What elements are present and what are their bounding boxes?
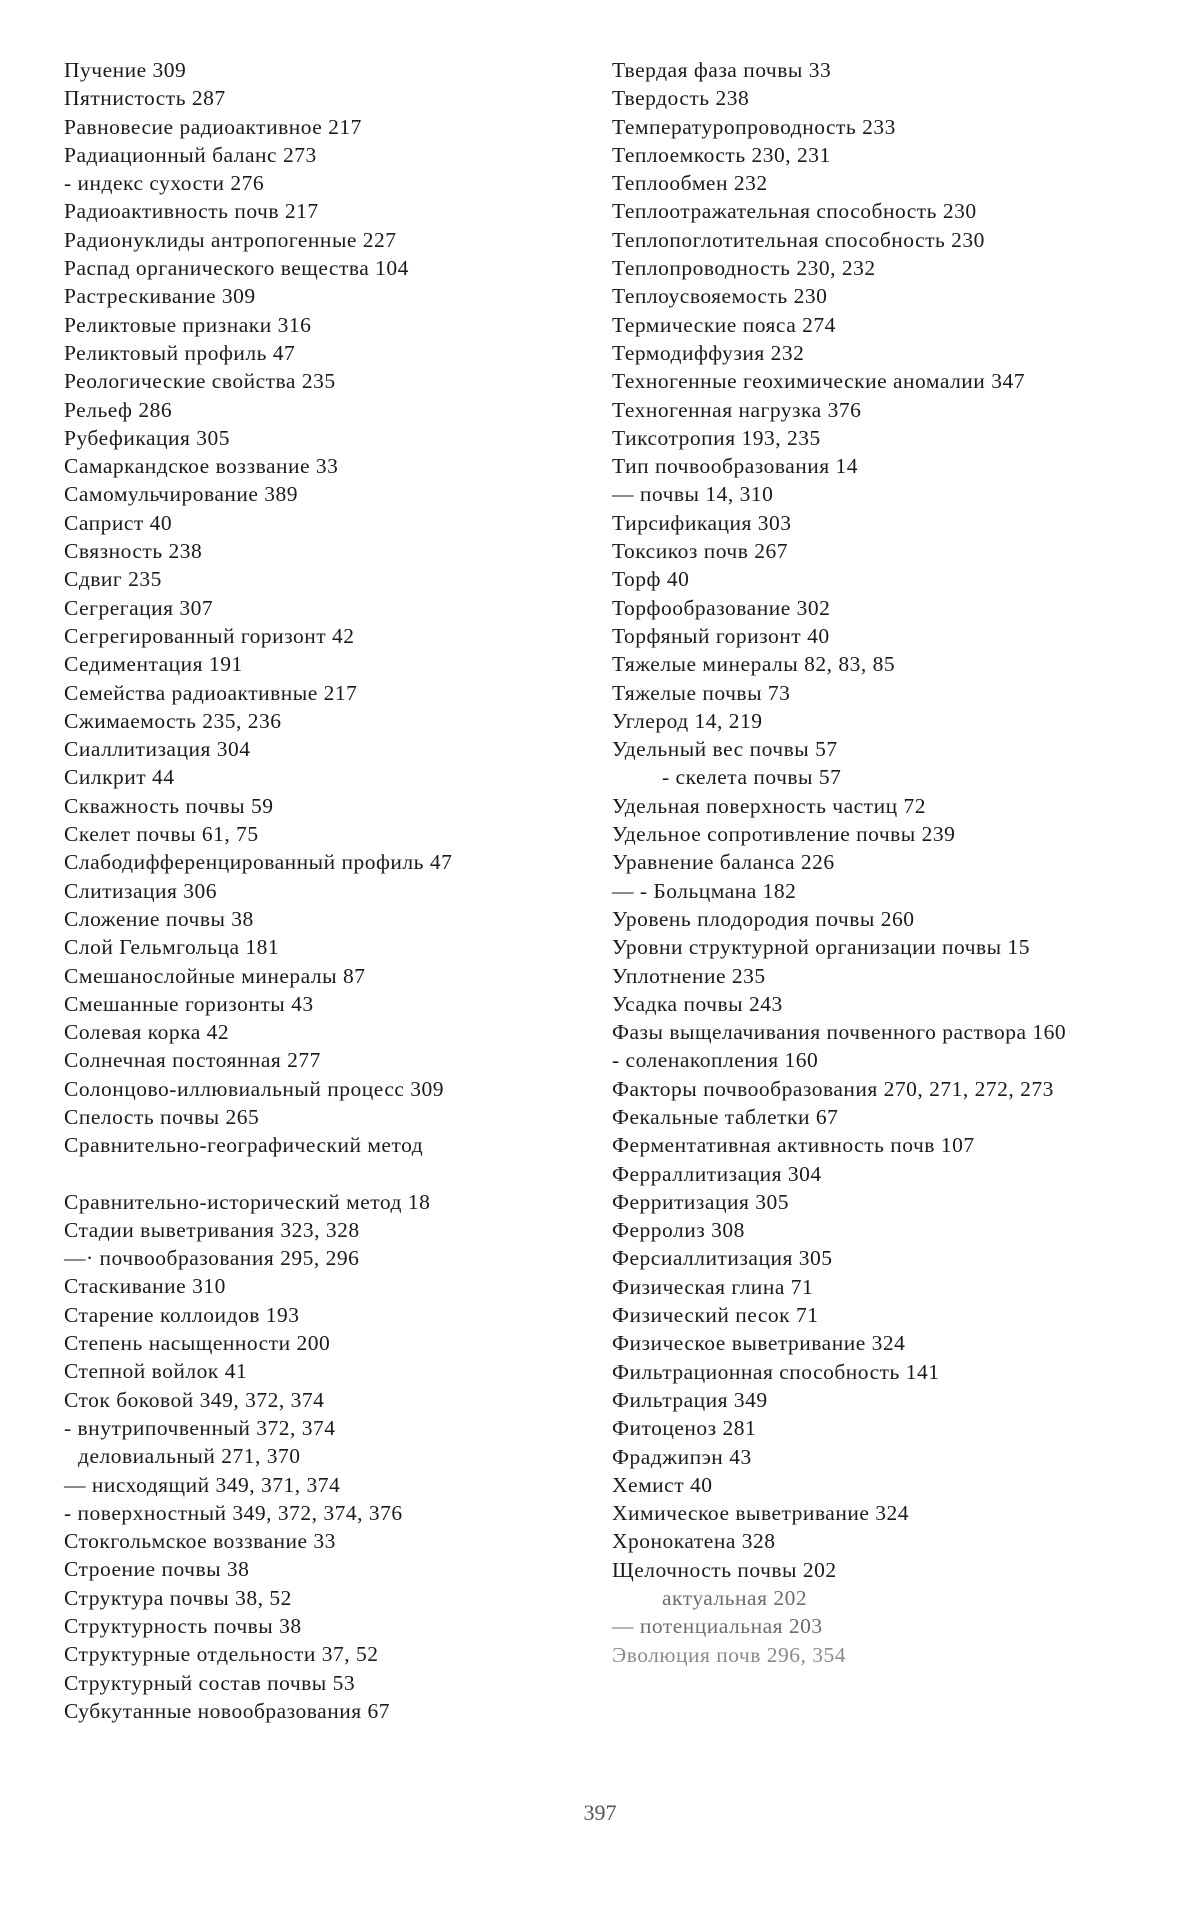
index-entry: Фитоценоз 281 — [612, 1416, 757, 1441]
index-entry: Солонцово-иллювиальный процесс 309 — [64, 1076, 445, 1101]
index-entry: Рельеф 286 — [64, 397, 173, 422]
index-entry: Ферритизация 305 — [612, 1189, 789, 1214]
index-entry: Ферраллитизация 304 — [612, 1161, 822, 1186]
index-entry: Ферментативная активность почв 107 — [612, 1133, 975, 1158]
index-entry: Термические пояса 274 — [612, 312, 836, 337]
index-entry: Теплопоглотительная способность 230 — [612, 227, 985, 252]
index-entry: Стокгольмское воззвание 33 — [64, 1529, 336, 1554]
index-entry: Смешанослойные минералы 87 — [64, 963, 366, 988]
index-subentry: актуальная 202 — [662, 1586, 808, 1611]
index-entry: Сегрегация 307 — [64, 595, 214, 620]
index-subentry: - поверхностный 349, 372, 374, 376 — [64, 1500, 403, 1525]
index-entry: Структурные отдельности 37, 52 — [64, 1642, 379, 1667]
index-entry: Фекальные таблетки 67 — [612, 1104, 839, 1129]
index-entry: Слабодифференцированный профиль 47 — [64, 850, 453, 875]
index-entry: Равновесие радиоактивное 217 — [64, 114, 362, 139]
index-entry: Радиоактивность почв 217 — [64, 199, 319, 224]
index-entry: Теплообмен 232 — [612, 171, 768, 196]
index-entry: Слой Гельмгольца 181 — [64, 935, 280, 960]
index-entry: Сегрегированный горизонт 42 — [64, 623, 355, 648]
index-entry: Стаскивание 310 — [64, 1274, 226, 1299]
index-entry: Растрескивание 309 — [64, 284, 256, 309]
index-entry: Тиксотропия 193, 235 — [612, 425, 821, 450]
index-entry: Торфяный горизонт 40 — [612, 623, 830, 648]
index-entry: Эволюция почв 296, 354 — [612, 1642, 847, 1667]
index-entry: Солевая корка 42 — [64, 1020, 230, 1045]
index-entry: Слитизация 306 — [64, 878, 218, 903]
index-subentry: —· почвообразования 295, 296 — [64, 1246, 360, 1271]
index-entry: Физический песок 71 — [612, 1303, 819, 1328]
index-entry: Физическое выветривание 324 — [612, 1331, 906, 1356]
index-entry: Радиационный баланс 273 — [64, 142, 317, 167]
index-entry: Фраджипэн 43 — [612, 1444, 752, 1469]
index-entry: Физическая глина 71 — [612, 1274, 814, 1299]
index-entry: Фазы выщелачивания почвенного раствора 160 — [612, 1020, 1067, 1045]
index-entry: Тяжелые минералы 82, 83, 85 — [612, 652, 896, 677]
index-entry: Уровни структурной организации почвы 15 — [612, 935, 1030, 960]
index-entry: Уровень плодородия почвы 260 — [612, 906, 915, 931]
index-entry: Самомульчирование 389 — [64, 482, 299, 507]
index-subentry: - соленакопления 160 — [612, 1048, 819, 1073]
index-entry: Фильтрация 349 — [612, 1387, 768, 1412]
index-entry: Реликтовые признаки 316 — [64, 312, 312, 337]
index-entry: Токсикоз почв 267 — [612, 539, 788, 564]
index-entry: Химическое выветривание 324 — [612, 1501, 910, 1526]
index-entry: Удельная поверхность частиц 72 — [612, 793, 926, 818]
index-subentry: - индекс сухости 276 — [64, 171, 265, 196]
index-entry: Структурный состав почвы 53 — [64, 1670, 356, 1695]
index-entry: Термодиффузия 232 — [612, 340, 805, 365]
index-entry: Степень насыщенности 200 — [64, 1331, 331, 1356]
index-entry: Стадии выветривания 323, 328 — [64, 1217, 360, 1242]
index-entry: Теплоотражательная способность 230 — [612, 199, 977, 224]
index-entry: Тяжелые почвы 73 — [612, 680, 791, 705]
index-entry: Радионуклиды антропогенные 227 — [64, 227, 397, 252]
index-entry: Сжимаемость 235, 236 — [64, 708, 282, 733]
index-entry: Старение коллоидов 193 — [64, 1302, 300, 1327]
index-entry: Хемист 40 — [612, 1472, 713, 1497]
index-entry: Строение почвы 38 — [64, 1557, 250, 1582]
index-entry: Структурность почвы 38 — [64, 1614, 302, 1639]
index-entry: Торфообразование 302 — [612, 595, 831, 620]
index-column-right — [612, 56, 1126, 1669]
index-entry: Усадка почвы 243 — [612, 991, 783, 1016]
index-entry: Связность 238 — [64, 539, 203, 564]
index-entry: Теплоемкость 230, 231 — [612, 142, 831, 167]
index-entry: Тип почвообразования 14 — [612, 454, 859, 479]
index-entry: Семейства радиоактивные 217 — [64, 680, 358, 705]
index-entry: Уравнение баланса 226 — [612, 850, 835, 875]
index-entry: Техногенная нагрузка 376 — [612, 397, 862, 422]
index-entry: Саприст 40 — [64, 510, 173, 535]
index-entry: Сравнительно-географический метод — [64, 1133, 424, 1158]
index-entry: Рубефикация 305 — [64, 425, 231, 450]
index-entry: Сиаллитизация 304 — [64, 737, 251, 762]
index-entry: Сдвиг 235 — [64, 567, 162, 592]
index-entry: Теплоусвояемость 230 — [612, 284, 828, 309]
index-entry: Сравнительно-исторический метод 18 — [64, 1189, 431, 1214]
index-subentry: деловиальный 271, 370 — [78, 1444, 301, 1469]
index-entry: Силкрит 44 — [64, 765, 175, 790]
index-entry: Скелет почвы 61, 75 — [64, 822, 259, 847]
index-subentry: - внутрипочвенный 372, 374 — [64, 1415, 336, 1440]
index-entry: Седиментация 191 — [64, 652, 243, 677]
index-entry: Тирсификация 303 — [612, 510, 792, 535]
index-entry: Твердая фаза почвы 33 — [612, 58, 832, 82]
index-entry: Субкутанные новообразования 67 — [64, 1698, 390, 1723]
index-entry: Ферролиз 308 — [612, 1218, 745, 1243]
index-entry: Сток боковой 349, 372, 374 — [64, 1387, 325, 1412]
index-entry: Смешанные горизонты 43 — [64, 991, 314, 1016]
index-entry: Торф 40 — [612, 567, 690, 592]
index-entry: Факторы почвообразования 270, 271, 272, 273 — [612, 1076, 1054, 1101]
index-entry: Солнечная постоянная 277 — [64, 1048, 321, 1073]
index-entry: Пучение 309 — [64, 58, 187, 82]
index-entry: Техногенные геохимические аномалии 347 — [612, 369, 1025, 394]
index-entry: Хронокатена 328 — [612, 1529, 776, 1554]
index-entry: Структура почвы 38, 52 — [64, 1585, 292, 1610]
index-entry: Самаркандское воззвание 33 — [64, 454, 339, 479]
index-entry: Степной войлок 41 — [64, 1359, 248, 1384]
index-entry: Удельное сопротивление почвы 239 — [612, 822, 956, 847]
index-subentry: — - Больцмана 182 — [612, 878, 797, 903]
index-entry: Теплопроводность 230, 232 — [612, 256, 876, 281]
index-subentry: — почвы 14, 310 — [612, 482, 774, 507]
index-entry: Фильтрационная способность 141 — [612, 1359, 940, 1384]
index-entry: Щелочность почвы 202 — [612, 1557, 837, 1582]
index-entry: Ферсиаллитизация 305 — [612, 1246, 833, 1271]
index-entry: Сложение почвы 38 — [64, 906, 254, 931]
index-subentry: - скелета почвы 57 — [662, 765, 842, 790]
index-subentry: — нисходящий 349, 371, 374 — [64, 1472, 341, 1497]
index-subentry: — потенциальная 203 — [612, 1614, 823, 1639]
page-number: 397 — [583, 1800, 617, 1825]
index-entry: Реологические свойства 235 — [64, 369, 336, 394]
index-entry: Твердость 238 — [612, 86, 750, 111]
index-entry: Углерод 14, 219 — [612, 708, 763, 733]
index-entry: Скважность почвы 59 — [64, 793, 274, 818]
index-column-left — [64, 56, 574, 1725]
index-entry: Температуропроводность 233 — [612, 114, 896, 139]
index-entry: Реликтовый профиль 47 — [64, 340, 296, 365]
index-entry: Распад органического вещества 104 — [64, 256, 409, 281]
index-entry: Спелость почвы 265 — [64, 1104, 260, 1129]
index-entry: Пятнистость 287 — [64, 86, 226, 111]
index-entry: Удельный вес почвы 57 — [612, 737, 838, 762]
index-entry: Уплотнение 235 — [612, 963, 766, 988]
